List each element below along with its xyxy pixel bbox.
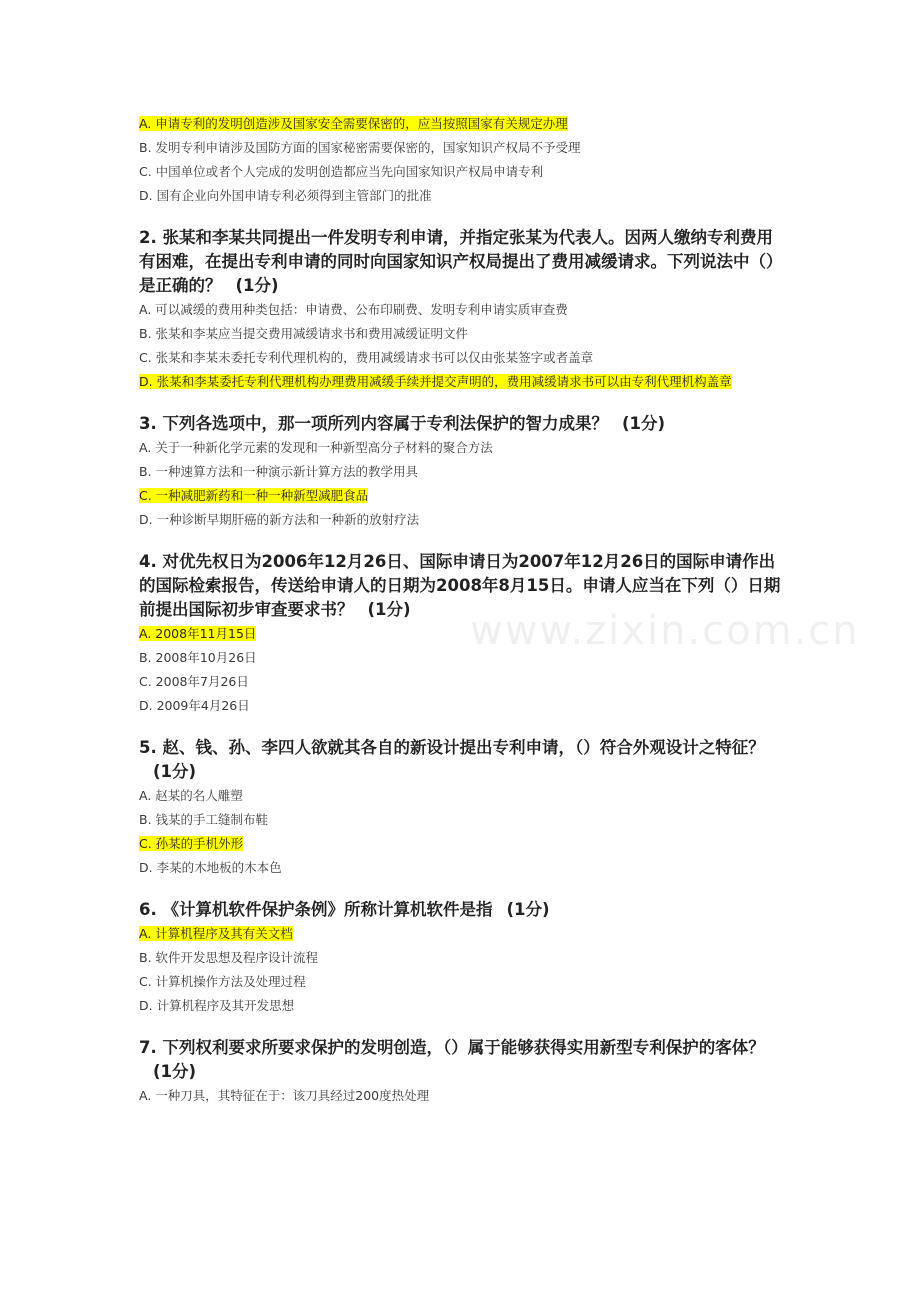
- option-b[interactable]: [139, 946, 789, 970]
- option-text: D. 国有企业向外国申请专利必须得到主管部门的批准: [139, 188, 432, 203]
- question-title: [139, 226, 789, 298]
- question-score: (1分): [506, 900, 550, 919]
- option-text: D. 计算机程序及其开发思想: [139, 998, 295, 1013]
- answer-highlight: D. 张某和李某委托专利代理机构办理费用减缓手续并提交声明的，费用减缓请求书可以由专利代理机构盖章: [139, 374, 732, 389]
- document-body: [139, 112, 789, 1108]
- question-2: [139, 226, 789, 394]
- option-b[interactable]: [139, 646, 789, 670]
- option-text: D. 2009年4月26日: [139, 698, 250, 713]
- option-text: D. 李某的木地板的木本色: [139, 860, 282, 875]
- option-text: B. 发明专利申请涉及国防方面的国家秘密需要保密的，国家知识产权局不予受理: [139, 140, 581, 155]
- question-text: 5. 赵、钱、孙、李四人欲就其各自的新设计提出专利申请，（）符合外观设计之特征？: [139, 738, 765, 757]
- question-5: [139, 736, 789, 880]
- option-d[interactable]: [139, 694, 789, 718]
- option-a[interactable]: [139, 784, 789, 808]
- option-a[interactable]: [139, 922, 789, 946]
- option-c[interactable]: [139, 346, 789, 370]
- option-b[interactable]: [139, 322, 789, 346]
- option-d[interactable]: [139, 508, 789, 532]
- question-score: (1分): [235, 276, 279, 295]
- answer-highlight: A. 2008年11月15日: [139, 626, 257, 641]
- question-title: [139, 898, 789, 922]
- question-text: 4. 对优先权日为2006年12月26日、国际申请日为2007年12月26日的国际申请作出的国际检索报告，传送给申请人的日期为2008年8月15日。申请人应当在下列（）日期前提出国际初步审查要求书？: [139, 552, 781, 619]
- option-text: B. 张某和李某应当提交费用减缓请求书和费用减缓证明文件: [139, 326, 469, 341]
- question-title: [139, 550, 789, 622]
- question-text: 3. 下列各选项中，那一项所列内容属于专利法保护的智力成果？: [139, 414, 608, 433]
- question-score: (1分): [153, 1062, 197, 1081]
- option-d[interactable]: [139, 184, 789, 208]
- question-score: (1分): [367, 600, 411, 619]
- question-text: 6. 《计算机软件保护条例》所称计算机软件是指: [139, 900, 493, 919]
- option-text: C. 张某和李某未委托专利代理机构的，费用减缓请求书可以仅由张某签字或者盖章: [139, 350, 594, 365]
- option-text: B. 钱某的手工缝制布鞋: [139, 812, 269, 827]
- option-text: B. 软件开发思想及程序设计流程: [139, 950, 319, 965]
- option-d[interactable]: [139, 856, 789, 880]
- option-a[interactable]: [139, 436, 789, 460]
- option-text: A. 赵某的名人雕塑: [139, 788, 243, 803]
- option-a[interactable]: [139, 1084, 789, 1108]
- option-a[interactable]: [139, 622, 789, 646]
- option-text: A. 关于一种新化学元素的发现和一种新型高分子材料的聚合方法: [139, 440, 493, 455]
- option-a[interactable]: [139, 112, 789, 136]
- answer-highlight: A. 计算机程序及其有关文档: [139, 926, 293, 941]
- question-7: [139, 1036, 789, 1108]
- option-text: A. 可以减缓的费用种类包括：申请费、公布印刷费、发明专利申请实质审查费: [139, 302, 568, 317]
- option-c[interactable]: [139, 670, 789, 694]
- answer-highlight: C. 孙某的手机外形: [139, 836, 244, 851]
- question-text: 7. 下列权利要求所要求保护的发明创造，（）属于能够获得实用新型专利保护的客体？: [139, 1038, 765, 1057]
- option-c[interactable]: [139, 970, 789, 994]
- question-1: [139, 112, 789, 208]
- option-b[interactable]: [139, 808, 789, 832]
- answer-highlight: A. 申请专利的发明创造涉及国家安全需要保密的，应当按照国家有关规定办理: [139, 116, 568, 131]
- question-score: (1分): [622, 414, 666, 433]
- option-text: C. 2008年7月26日: [139, 674, 249, 689]
- option-a[interactable]: [139, 298, 789, 322]
- option-c[interactable]: [139, 832, 789, 856]
- option-text: B. 2008年10月26日: [139, 650, 257, 665]
- question-3: [139, 412, 789, 532]
- question-title: [139, 736, 789, 784]
- option-d[interactable]: [139, 370, 789, 394]
- question-title: [139, 1036, 789, 1084]
- question-6: [139, 898, 789, 1018]
- option-text: D. 一种诊断早期肝癌的新方法和一种新的放射疗法: [139, 512, 420, 527]
- question-title: [139, 412, 789, 436]
- watermark: www.zixin.com.cn: [470, 608, 860, 654]
- option-b[interactable]: [139, 136, 789, 160]
- option-b[interactable]: [139, 460, 789, 484]
- option-text: C. 中国单位或者个人完成的发明创造都应当先向国家知识产权局申请专利: [139, 164, 544, 179]
- option-d[interactable]: [139, 994, 789, 1018]
- option-text: A. 一种刀具，其特征在于：该刀具经过200度热处理: [139, 1088, 430, 1103]
- option-c[interactable]: [139, 160, 789, 184]
- question-4: [139, 550, 789, 718]
- answer-highlight: C. 一种减肥新药和一种一种新型减肥食品: [139, 488, 369, 503]
- question-text: 2. 张某和李某共同提出一件发明专利申请，并指定张某为代表人。因两人缴纳专利费用有困难，在提出专利申请的同时向国家知识产权局提出了费用减缓请求。下列说法中（）是正确的？: [139, 228, 783, 295]
- option-text: C. 计算机操作方法及处理过程: [139, 974, 306, 989]
- option-text: B. 一种速算方法和一种演示新计算方法的教学用具: [139, 464, 419, 479]
- option-c[interactable]: [139, 484, 789, 508]
- question-score: (1分): [153, 762, 197, 781]
